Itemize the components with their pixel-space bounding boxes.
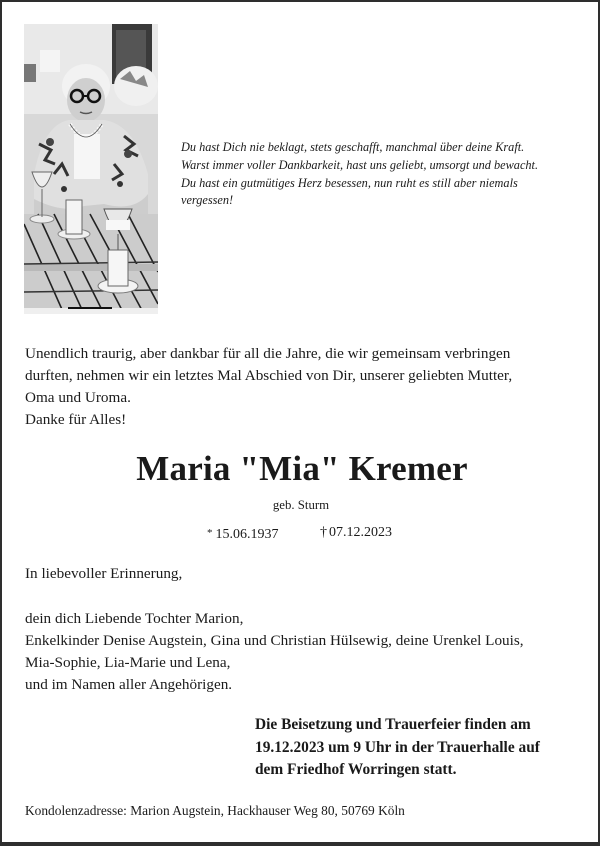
family-line: und im Namen aller Angehörigen. bbox=[25, 676, 233, 693]
death-cross-icon: † bbox=[320, 525, 327, 540]
funeral-line: dem Friedhof Worringen statt. bbox=[255, 761, 457, 779]
deceased-name: Maria "Mia" Kremer bbox=[136, 449, 468, 488]
family-signatories bbox=[25, 608, 585, 696]
death-date-group bbox=[320, 524, 392, 542]
obituary-page bbox=[2, 2, 598, 842]
intro-line: Oma und Uroma. bbox=[25, 389, 131, 406]
poem-verse bbox=[181, 139, 561, 210]
intro-line: Unendlich traurig, aber dankbar für all die Jahre, die wir gemeinsam verbringen bbox=[25, 345, 511, 362]
birth-date: 15.06.1937 bbox=[215, 527, 279, 542]
birth-date-group bbox=[207, 524, 279, 544]
death-date: 07.12.2023 bbox=[329, 525, 392, 540]
intro-line: Danke für Alles! bbox=[25, 411, 127, 428]
intro-line: durften, nehmen wir ein letztes Mal Abschied von Dir, unserer geliebten Mutter, bbox=[25, 367, 513, 384]
portrait-photo-icon bbox=[24, 24, 158, 314]
family-line: dein dich Liebende Tochter Marion, bbox=[25, 610, 244, 627]
funeral-info bbox=[255, 714, 595, 782]
funeral-line: 19.12.2023 um 9 Uhr in der Trauerhalle auf bbox=[255, 738, 540, 756]
remembrance-opening: In liebevoller Erinnerung, bbox=[25, 565, 183, 582]
birth-star-icon: * bbox=[207, 527, 213, 539]
family-line: Enkelkinder Denise Augstein, Gina und Christian Hülsewig, deine Urenkel Louis, bbox=[25, 632, 524, 649]
poem-line: Warst immer voller Dankbarkeit, hast uns geliebt, umsorgt und bewacht. bbox=[181, 157, 539, 172]
poem-line: Du hast ein gutmütiges Herz besessen, nun ruht es still aber niemals bbox=[181, 175, 518, 190]
condolence-address: Kondolenzadresse: Marion Augstein, Hackhauser Weg 80, 50769 Köln bbox=[25, 803, 405, 818]
funeral-line: Die Beisetzung und Trauerfeier finden am bbox=[255, 716, 531, 733]
family-line: Mia-Sophie, Lia-Marie und Lena, bbox=[25, 654, 231, 671]
portrait-photo bbox=[24, 24, 158, 314]
poem-line: vergessen! bbox=[181, 193, 234, 208]
intro-paragraph bbox=[25, 343, 585, 431]
poem-line: Du hast Dich nie beklagt, stets geschafft, manchmal über deine Kraft. bbox=[181, 140, 525, 154]
maiden-name: geb. Sturm bbox=[272, 498, 330, 512]
